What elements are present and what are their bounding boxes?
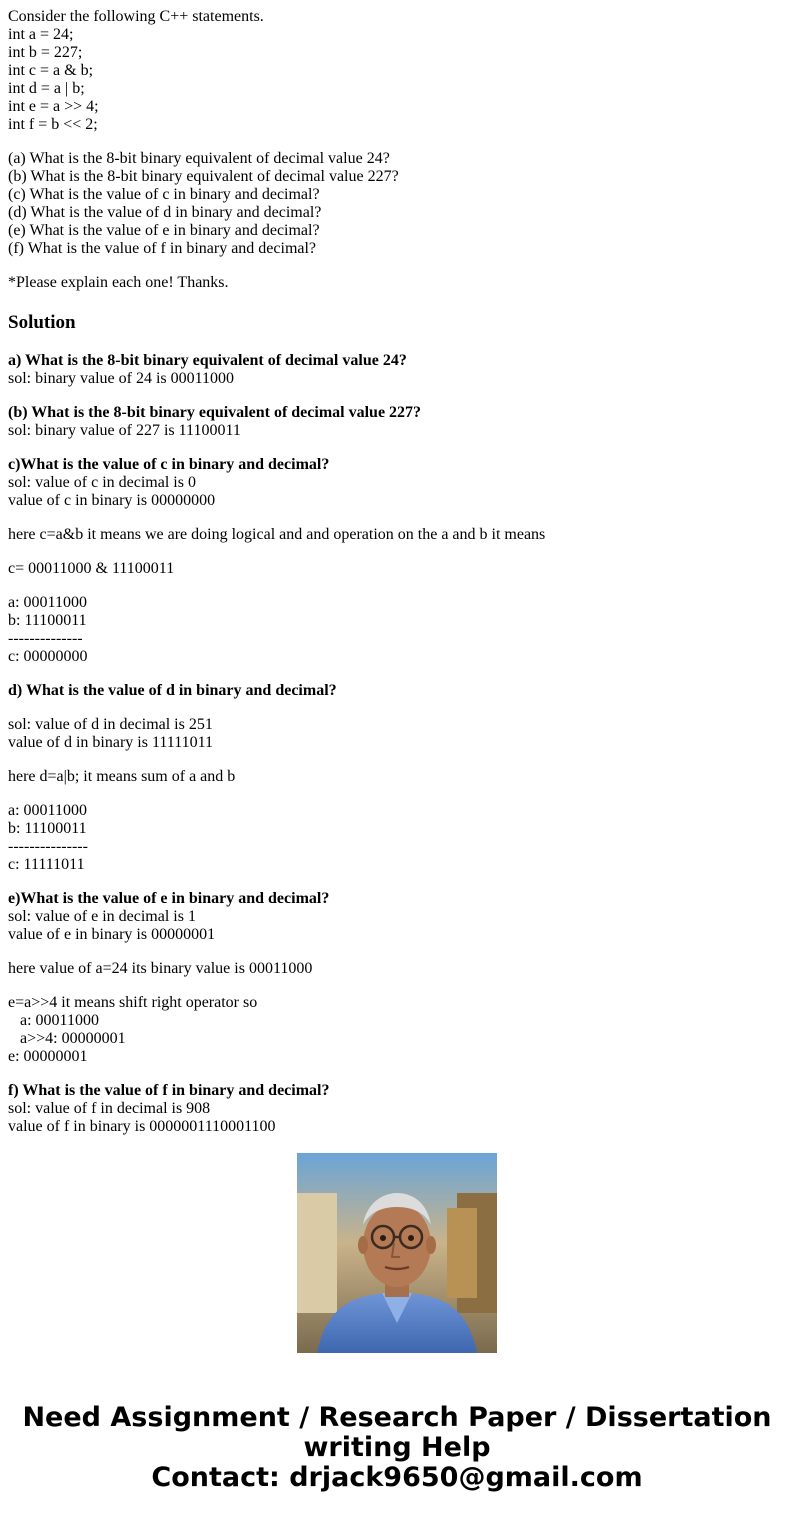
promo-footer (0, 1403, 794, 1493)
code-line: int b = 227; (8, 44, 83, 61)
solution-e-calc: e: 00000001 (8, 1048, 88, 1065)
promo-line-1: Need Assignment / Research Paper / Dissertation (22, 1402, 772, 1433)
solution-c-line: value of c in binary is 00000000 (8, 492, 216, 509)
solution-c-calc: c: 00000000 (8, 648, 88, 665)
solution-d-title: d) What is the value of d in binary and decimal? (8, 682, 337, 699)
solution-f-line: value of f in binary is 0000001110001100 (8, 1118, 276, 1135)
code-line: int c = a & b; (8, 62, 94, 79)
code-line: int e = a >> 4; (8, 98, 99, 115)
solution-e-explain: here value of a=24 its binary value is 00011000 (8, 960, 313, 977)
solution-e-calc: e=a>>4 it means shift right operator so (8, 994, 258, 1011)
solution-d-line: value of d in binary is 11111011 (8, 734, 213, 751)
solution-e-line: sol: value of e in decimal is 1 (8, 908, 196, 925)
solution-c-title: c)What is the value of c in binary and decimal? (8, 456, 330, 473)
solution-heading: Solution (8, 312, 76, 333)
question-part: (b) What is the 8-bit binary equivalent of decimal value 227? (8, 168, 399, 185)
solution-d-calc: c: 11111011 (8, 856, 85, 873)
code-line: int a = 24; (8, 26, 74, 43)
promo-line-2: writing Help (303, 1432, 491, 1463)
question-part: (f) What is the value of f in binary and decimal? (8, 240, 317, 257)
solution-d-line: sol: value of d in decimal is 251 (8, 716, 213, 733)
code-line: int f = b << 2; (8, 116, 98, 133)
question-request: *Please explain each one! Thanks. (8, 274, 229, 291)
promo-contact: Contact: drjack9650@gmail.com (151, 1462, 643, 1493)
solution-d-calc: b: 11100011 (8, 820, 87, 837)
solution-c-line: sol: value of c in decimal is 0 (8, 474, 196, 491)
solution-f-line: sol: value of f in decimal is 908 (8, 1100, 211, 1117)
solution-d-calc: --------------- (8, 838, 88, 855)
solution-c-expr: c= 00011000 & 11100011 (8, 560, 175, 577)
solution-a-title: a) What is the 8-bit binary equivalent of decimal value 24? (8, 352, 407, 369)
solution-c-calc: b: 11100011 (8, 612, 87, 629)
solution-b-line: sol: binary value of 227 is 11100011 (8, 422, 241, 439)
question-part: (e) What is the value of e in binary and decimal? (8, 222, 320, 239)
solution-e-calc: a>>4: 00000001 (8, 1030, 126, 1047)
solution-d-calc: a: 00011000 (8, 802, 87, 819)
solution-c-calc: a: 00011000 (8, 594, 87, 611)
question-intro: Consider the following C++ statements. (8, 8, 264, 25)
solution-c-calc: -------------- (8, 630, 83, 647)
question-part: (a) What is the 8-bit binary equivalent of decimal value 24? (8, 150, 390, 167)
solution-c-explain: here c=a&b it means we are doing logical and and operation on the a and b it means (8, 526, 546, 543)
solution-d-explain: here d=a|b; it means sum of a and b (8, 768, 236, 785)
author-avatar (297, 1153, 497, 1353)
solution-e-line: value of e in binary is 00000001 (8, 926, 216, 943)
solution-b-title: (b) What is the 8-bit binary equivalent of decimal value 227? (8, 404, 422, 421)
solution-f-title: f) What is the value of f in binary and decimal? (8, 1082, 330, 1099)
question-part: (d) What is the value of d in binary and decimal? (8, 204, 322, 221)
code-line: int d = a | b; (8, 80, 85, 97)
solution-e-title: e)What is the value of e in binary and decimal? (8, 890, 330, 907)
solution-a-line: sol: binary value of 24 is 00011000 (8, 370, 235, 387)
document-content (8, 8, 786, 1135)
question-part: (c) What is the value of c in binary and decimal? (8, 186, 320, 203)
solution-e-calc: a: 00011000 (8, 1012, 99, 1029)
author-portrait-image (297, 1153, 497, 1353)
